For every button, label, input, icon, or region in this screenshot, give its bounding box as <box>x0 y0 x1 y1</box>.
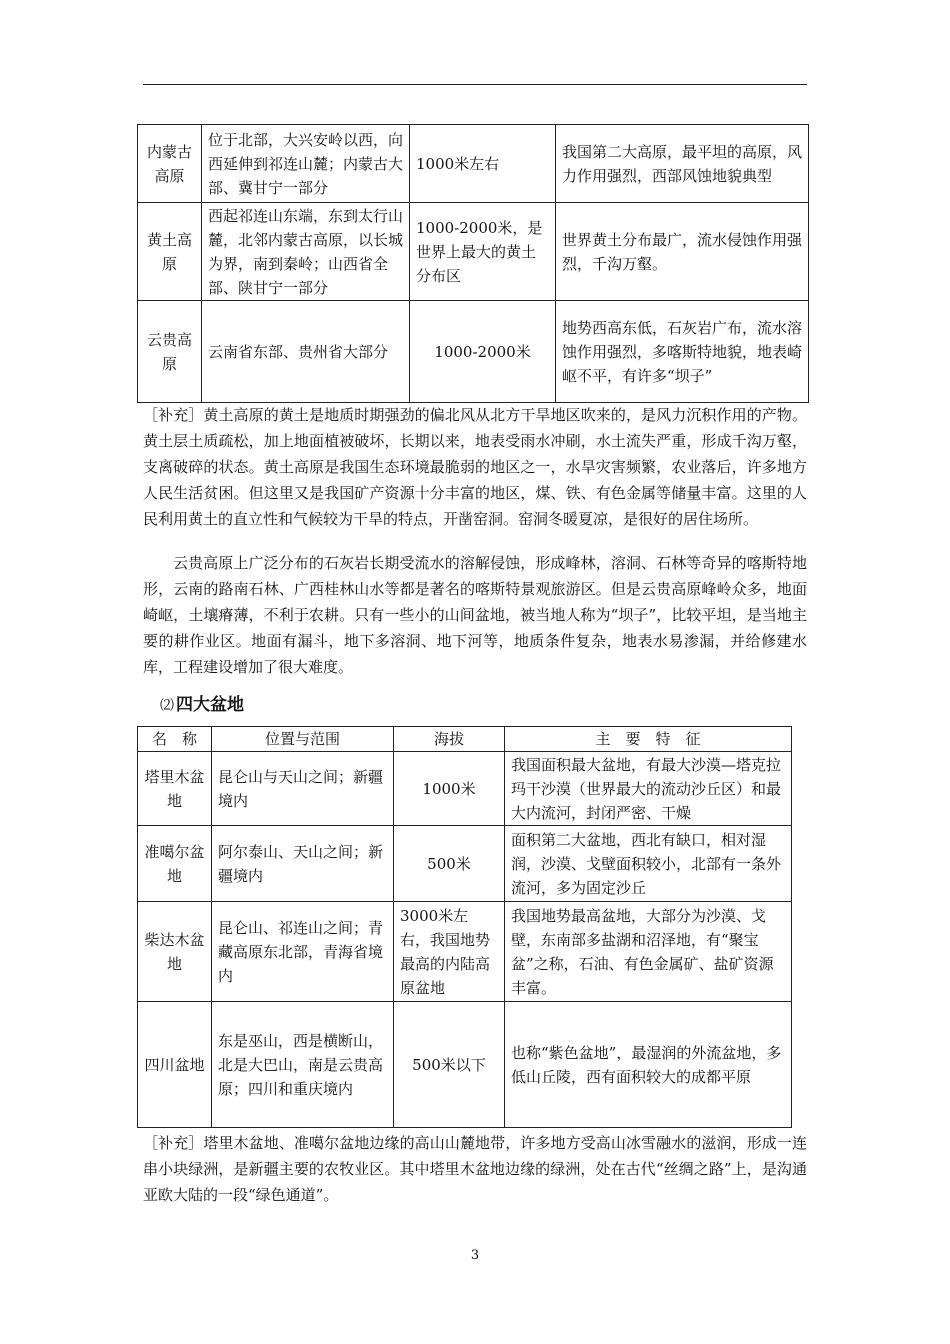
column-header: 主 要 特 征 <box>505 727 792 752</box>
basin-name: 柴达木盆地 <box>138 902 212 1002</box>
plateau-feature: 世界黄土分布最广，流水侵蚀作用强烈，千沟万壑。 <box>556 203 809 301</box>
table-row <box>138 1002 792 1128</box>
table-row <box>138 826 792 902</box>
column-header: 名 称 <box>138 727 212 752</box>
section-heading <box>160 690 244 715</box>
basin-feature: 我国地势最高盆地，大部分为沙漠、戈壁，东南部多盐湖和沼泽地，有“聚宝盆”之称，石油、有色金属矿、盐矿资源丰富。 <box>505 902 792 1002</box>
basin-feature: 我国面积最大盆地，有最大沙漠—塔克拉玛干沙漠（世界最大的流动沙丘区）和最大内流河，封闭严密、干燥 <box>505 752 792 826</box>
column-header: 位置与范围 <box>212 727 394 752</box>
basin-name: 准噶尔盆地 <box>138 826 212 902</box>
basin-altitude: 500米 <box>394 826 505 902</box>
basin-location: 昆仑山、祁连山之间；青藏高原东北部，青海省境内 <box>212 902 394 1002</box>
table-header-row <box>138 727 792 752</box>
page-number: 3 <box>470 1248 480 1263</box>
plateau-name: 内蒙古高原 <box>138 125 202 203</box>
plateau-feature: 地势西高东低，石灰岩广布，流水溶蚀作用强烈，多喀斯特地貌，地表崎岖不平，有许多“坝子” <box>556 301 809 403</box>
basin-location: 阿尔泰山、天山之间；新疆境内 <box>212 826 394 902</box>
header-rule <box>143 84 807 85</box>
table-row <box>138 752 792 826</box>
table-row <box>138 125 809 203</box>
plateau-name: 云贵高原 <box>138 301 202 403</box>
table-row <box>138 203 809 301</box>
basin-name: 四川盆地 <box>138 1002 212 1128</box>
plateau-altitude: 1000-2000米 <box>410 301 556 403</box>
basin-feature: 面积第二大盆地，西北有缺口，相对湿润，沙漠、戈壁面积较小，北部有一条外流河，多为固定沙丘 <box>505 826 792 902</box>
basin-altitude: 3000米左右，我国地势最高的内陆高原盆地 <box>394 902 505 1002</box>
supplement-paragraph: 云贵高原上广泛分布的石灰岩长期受流水的溶解侵蚀，形成峰林，溶洞、石林等奇异的喀斯特地形，云南的路南石林、广西桂林山水等都是著名的喀斯特景观旅游区。但是云贵高原峰岭众多，地面崎岖，土壤瘠薄，不利于农耕。只有一些小的山间盆地，被当地人称为“坝子”，比较平坦，是当地主要的耕作业区。地面有漏斗，地下多溶洞、地下河等，地质条件复杂，地表水易渗漏，并给修建水库，工程建设增加了很大难度。 <box>143 554 807 676</box>
supplement-paragraph: ［补充］塔里木盆地、准噶尔盆地边缘的高山山麓地带，许多地方受高山冰雪融水的滋润，形成一连串小块绿洲，是新疆主要的农牧业区。其中塔里木盆地边缘的绿洲，处在古代“丝绸之路”上，是沟通亚欧大陆的一段“绿色通道”。 <box>143 1134 807 1204</box>
basin-feature: 也称“紫色盆地”，最湿润的外流盆地，多低山丘陵，西有面积较大的成都平原 <box>505 1002 792 1128</box>
table-row <box>138 301 809 403</box>
basin-altitude: 500米以下 <box>394 1002 505 1128</box>
table-row <box>138 902 792 1002</box>
plateaus-table <box>137 124 809 403</box>
plateau-location: 云南省东部、贵州省大部分 <box>202 301 410 403</box>
plateau-name: 黄土高原 <box>138 203 202 301</box>
section-title: 四大盆地 <box>176 695 244 715</box>
plateau-location: 位于北部，大兴安岭以西，向西延伸到祁连山麓；内蒙古大部、冀甘宁一部分 <box>202 125 410 203</box>
basin-altitude: 1000米 <box>394 752 505 826</box>
section-number: ⑵ <box>160 698 174 714</box>
column-header: 海拔 <box>394 727 505 752</box>
basin-name: 塔里木盆地 <box>138 752 212 826</box>
plateau-altitude: 1000-2000米，是世界上最大的黄土分布区 <box>410 203 556 301</box>
plateau-location: 西起祁连山东端，东到太行山麓，北邻内蒙古高原，以长城为界，南到秦岭；山西省全部、陕甘宁一部分 <box>202 203 410 301</box>
basin-location: 昆仑山与天山之间；新疆境内 <box>212 752 394 826</box>
plateau-altitude: 1000米左右 <box>410 125 556 203</box>
basin-location: 东是巫山，西是横断山，北是大巴山，南是云贵高原；四川和重庆境内 <box>212 1002 394 1128</box>
basins-table <box>137 726 792 1128</box>
plateau-feature: 我国第二大高原，最平坦的高原，风力作用强烈，西部风蚀地貌典型 <box>556 125 809 203</box>
supplement-paragraph: ［补充］黄土高原的黄土是地质时期强劲的偏北风从北方干旱地区吹来的，是风力沉积作用的产物。黄土层土质疏松，加上地面植被破坏，长期以来，地表受雨水冲刷，水土流失严重，形成千沟万壑，支离破碎的状态。黄土高原是我国生态环境最脆弱的地区之一，水旱灾害频繁，农业落后，许多地方人民生活贫困。但这里又是我国矿产资源十分丰富的地区，煤、铁、有色金属等储量丰富。这里的人民利用黄土的直立性和气候较为干旱的特点，开凿窑洞。窑洞冬暖夏凉，是很好的居住场所。 <box>143 406 807 528</box>
